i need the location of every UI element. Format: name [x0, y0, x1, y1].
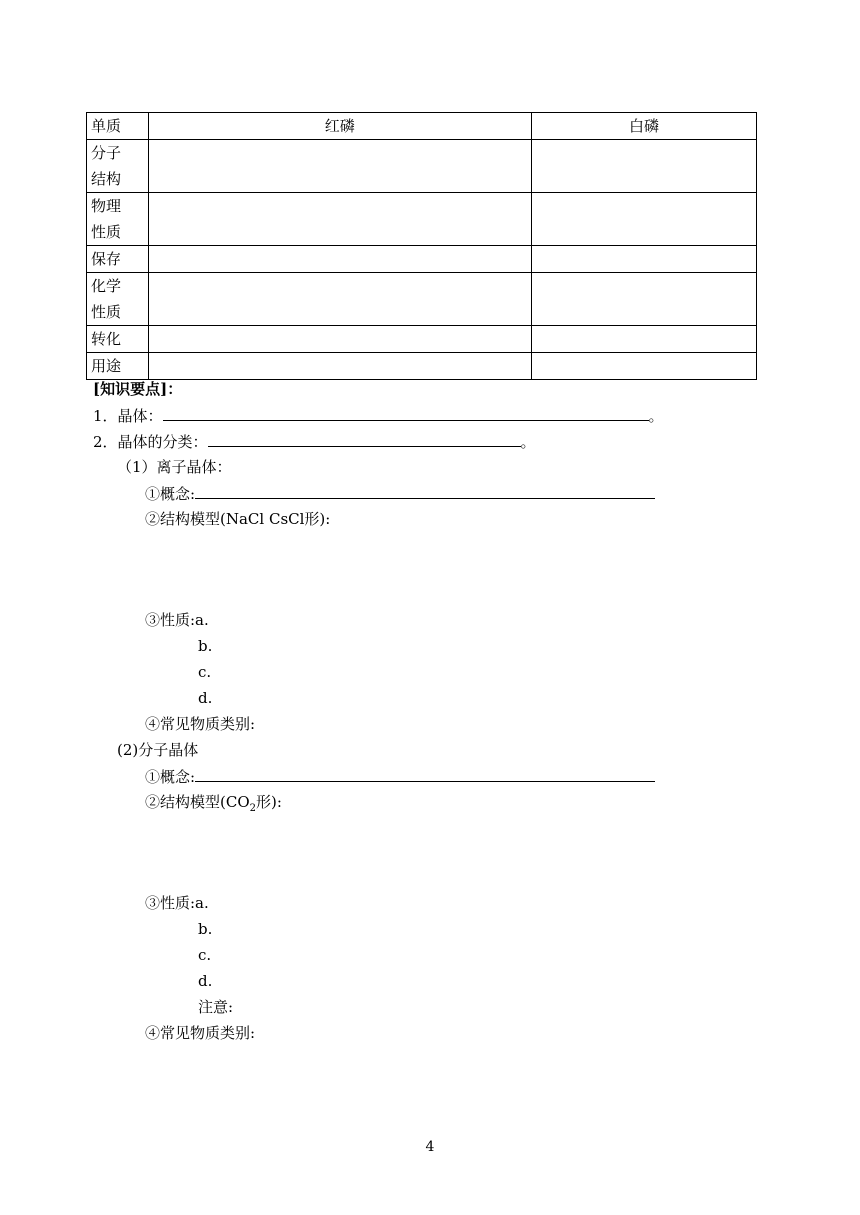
table-cell: [148, 273, 531, 326]
table-cell: [531, 140, 756, 193]
table-cell: [148, 193, 531, 246]
comparison-table: [86, 112, 757, 380]
table-row: [87, 326, 757, 353]
table-cell: [531, 326, 756, 353]
fill-blank[interactable]: [208, 431, 521, 447]
table-row: [87, 246, 757, 273]
molecular-properties-a: ③性质:a.: [145, 894, 209, 912]
table-header-row: [87, 113, 757, 140]
ionic-properties-c: c.: [198, 663, 212, 681]
table-cell: [531, 353, 756, 380]
page-number: 4: [425, 1139, 435, 1155]
header-cell-element: 单质: [87, 113, 149, 140]
item-1-label: 1．晶体：: [93, 407, 163, 425]
ionic-concept-label: ①概念:: [145, 485, 196, 503]
item-2: 2．晶体的分类： 。: [93, 433, 536, 451]
table-cell: [148, 140, 531, 193]
table-row: [87, 353, 757, 380]
molecular-structure-model: ②结构模型($CO_2$形):: [145, 793, 282, 814]
ionic-properties-b: b.: [198, 637, 213, 655]
ionic-properties-d: d.: [198, 689, 213, 707]
fill-blank[interactable]: [163, 405, 649, 421]
table-cell: [148, 246, 531, 273]
item-1: 1．晶体： 。: [93, 407, 664, 425]
row-label: 保存: [87, 246, 149, 273]
ionic-structure-model: ②结构模型(NaCl CsCl形):: [145, 510, 331, 528]
row-label: 化学 性质: [87, 273, 149, 326]
header-cell-white-phosphorus: 白磷: [531, 113, 756, 140]
molecular-concept-label: ①概念:: [145, 768, 196, 786]
ionic-common-types: ④常见物质类别:: [145, 715, 256, 733]
item-2-label: 2．晶体的分类：: [93, 433, 208, 451]
molecular-properties-b: b.: [198, 920, 213, 938]
ionic-concept: [145, 483, 655, 504]
table-cell: [531, 273, 756, 326]
fill-blank[interactable]: [195, 766, 655, 782]
fill-blank[interactable]: [195, 483, 655, 499]
row-label: 物理 性质: [87, 193, 149, 246]
ionic-crystal-title: （1）离子晶体：: [117, 458, 232, 476]
ionic-properties-a: ③性质:a.: [145, 611, 209, 629]
molecular-note: 注意:: [198, 998, 234, 1016]
table-cell: [531, 193, 756, 246]
row-label: 分子 结构: [87, 140, 149, 193]
row-label: 转化: [87, 326, 149, 353]
molecular-common-types: ④常见物质类别:: [145, 1024, 256, 1042]
table-cell: [148, 353, 531, 380]
header-cell-red-phosphorus: 红磷: [148, 113, 531, 140]
molecular-properties-c: c.: [198, 946, 212, 964]
table-row: [87, 140, 757, 193]
molecular-crystal-title: (2)分子晶体: [117, 741, 199, 759]
molecular-properties-d: d.: [198, 972, 213, 990]
table-cell: [531, 246, 756, 273]
molecular-concept: [145, 766, 655, 787]
row-label: 用途: [87, 353, 149, 380]
knowledge-heading: [知识要点]：: [93, 380, 183, 398]
table-row: [87, 193, 757, 246]
table-row: [87, 273, 757, 326]
table-cell: [148, 326, 531, 353]
